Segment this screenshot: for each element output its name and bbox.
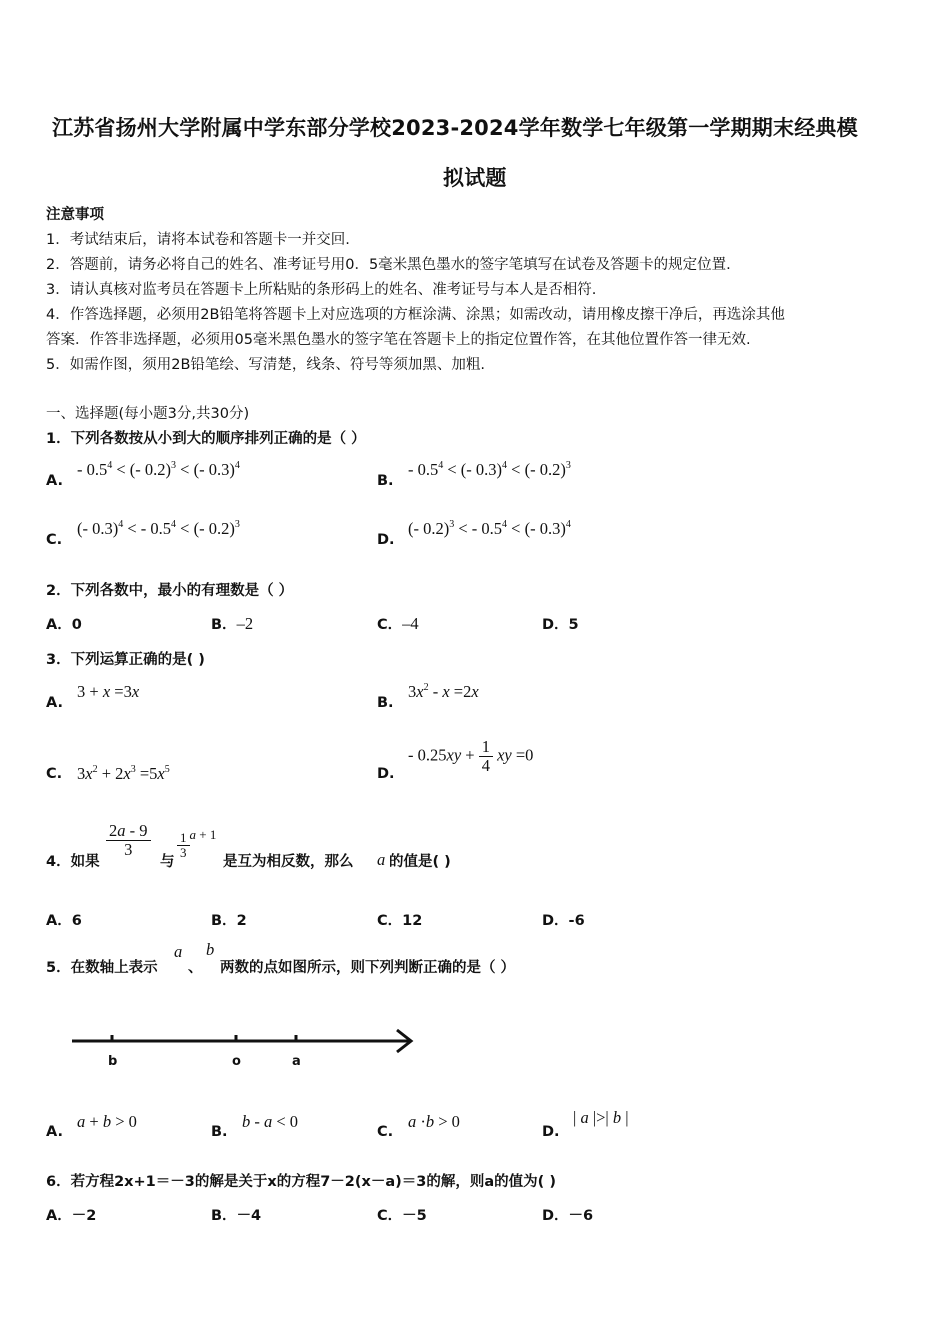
- q4-var-a: a: [377, 850, 386, 869]
- q3-option-a-expr: 3 + x =3x: [77, 682, 140, 701]
- notice-item-4: 4．作答选择题，必须用2B铅笔将答题卡上对应选项的方框涂满、涂黑；如需改动，请用橡皮擦干净后，再选涂其他: [46, 307, 785, 323]
- notice-item-5: 5．如需作图，须用2B铅笔绘、写清楚，线条、符号等须加黑、加粗.: [46, 357, 486, 373]
- q6-option-d[interactable]: D．－6: [542, 1208, 594, 1224]
- q4-option-c[interactable]: C．12: [377, 913, 423, 929]
- q3-option-b-expr: $3x^2 - x =2x$: [408, 682, 479, 701]
- q6-stem: 6．若方程2x+1＝－3的解是关于x的方程7－2(x－a)＝3的解，则a的值为( ): [46, 1174, 556, 1190]
- q2-option-b[interactable]: B．–2: [211, 614, 254, 633]
- q4-fraction-1: $\frac{2a - 9}{3}$: [106, 822, 151, 859]
- number-line-label-a: a: [292, 1054, 301, 1069]
- q2-option-d[interactable]: D．5: [542, 617, 579, 633]
- q3-option-d-label[interactable]: D.: [377, 766, 395, 782]
- q4-option-b[interactable]: B．2: [211, 913, 247, 929]
- notice-item-3: 3．请认真核对监考员在答题卡上所粘贴的条形码上的姓名、准考证号与本人是否相符.: [46, 282, 597, 298]
- q4-suffix: 是互为相反数，那么: [223, 854, 354, 870]
- q1-option-a-expr: - $0.5^4$ < (- 0.2)$^3$ < (- 0.3)$^4$: [77, 460, 240, 479]
- notice-item-4b: 答案．作答非选择题，必须用05毫米黑色墨水的签字笔在答题卡上的指定位置作答，在其他位置作答一律无效.: [46, 332, 751, 348]
- q5-option-c-label[interactable]: C.: [377, 1124, 394, 1140]
- q4-fraction-2: $\frac{1}{3}$ $^{a + 1}$: [177, 827, 216, 860]
- q5-suffix: 两数的点如图所示，则下列判断正确的是（ ）: [220, 960, 516, 976]
- q4-suffix2: 的值是( ): [389, 854, 451, 870]
- q1-option-d-expr: (- 0.2)$^3$ < - $0.5^4$ < (- 0.3)$^4$: [408, 519, 571, 538]
- q5-option-c-expr: a ·b > 0: [408, 1112, 460, 1131]
- q6-option-a[interactable]: A．－2: [46, 1208, 97, 1224]
- q2-stem: 2．下列各数中，最小的有理数是（ ）: [46, 583, 294, 599]
- q1-option-c-expr: (- 0.3)$^4$ < - $0.5^4$ < (- 0.2)$^3$: [77, 519, 240, 538]
- number-line-label-b: b: [108, 1054, 118, 1069]
- q2-option-a[interactable]: A．0: [46, 617, 82, 633]
- q5-option-b-expr: b - a < 0: [242, 1112, 299, 1131]
- number-line-figure: [60, 1020, 430, 1080]
- q5-option-d-expr: | a |>| b |: [573, 1108, 629, 1127]
- q5-option-d-label[interactable]: D.: [542, 1124, 560, 1140]
- q5-sep: 、: [188, 960, 203, 976]
- q5-option-b-label[interactable]: B.: [211, 1124, 228, 1140]
- q1-option-b-label[interactable]: B.: [377, 473, 394, 489]
- page-title-line2: 拟试题: [443, 166, 507, 190]
- notice-item-1: 1．考试结束后，请将本试卷和答题卡一并交回.: [46, 232, 350, 248]
- q1-option-b-expr: - $0.5^4$ < (- 0.3)$^4$ < (- 0.2)$^3$: [408, 460, 571, 479]
- q1-option-a-label[interactable]: A.: [46, 473, 63, 489]
- q5-option-a-expr: a + b > 0: [77, 1112, 137, 1131]
- q3-option-d-expr: - 0.25xy + $\frac{1}{4}$ xy =0: [408, 737, 534, 775]
- q3-option-a-label[interactable]: A.: [46, 695, 63, 711]
- notice-item-2: 2．答题前，请务必将自己的姓名、准考证号用0．5毫米黑色墨水的签字笔填写在试卷及答题卡的规定位置.: [46, 257, 731, 273]
- q4-prefix: 4．如果: [46, 854, 100, 870]
- q5-var-a: a: [174, 942, 183, 961]
- notice-heading: 注意事项: [46, 207, 104, 223]
- q4-option-d[interactable]: D．-6: [542, 913, 585, 929]
- q1-stem: 1．下列各数按从小到大的顺序排列正确的是（ ）: [46, 431, 366, 447]
- q4-mid: 与: [160, 854, 175, 870]
- q4-option-a[interactable]: A．6: [46, 913, 82, 929]
- q3-option-b-label[interactable]: B.: [377, 695, 394, 711]
- q5-var-b: b: [206, 940, 215, 959]
- q6-option-b[interactable]: B．－4: [211, 1208, 262, 1224]
- q1-option-c-label[interactable]: C.: [46, 532, 63, 548]
- q5-prefix: 5．在数轴上表示: [46, 960, 158, 976]
- q3-option-c-label[interactable]: C.: [46, 766, 63, 782]
- q6-option-c[interactable]: C．－5: [377, 1208, 427, 1224]
- section-heading: 一、选择题(每小题3分,共30分): [46, 406, 250, 422]
- q1-option-d-label[interactable]: D.: [377, 532, 395, 548]
- page-title-line1: 江苏省扬州大学附属中学东部分学校2023-2024学年数学七年级第一学期期末经典模: [52, 116, 858, 140]
- number-line-label-o: o: [232, 1054, 241, 1069]
- q5-option-a-label[interactable]: A.: [46, 1124, 63, 1140]
- q2-option-c[interactable]: C．–4: [377, 614, 419, 633]
- q3-stem: 3．下列运算正确的是( ): [46, 652, 205, 668]
- q3-option-c-expr: $3x^2 + 2x^3 =5x^5$: [77, 764, 170, 783]
